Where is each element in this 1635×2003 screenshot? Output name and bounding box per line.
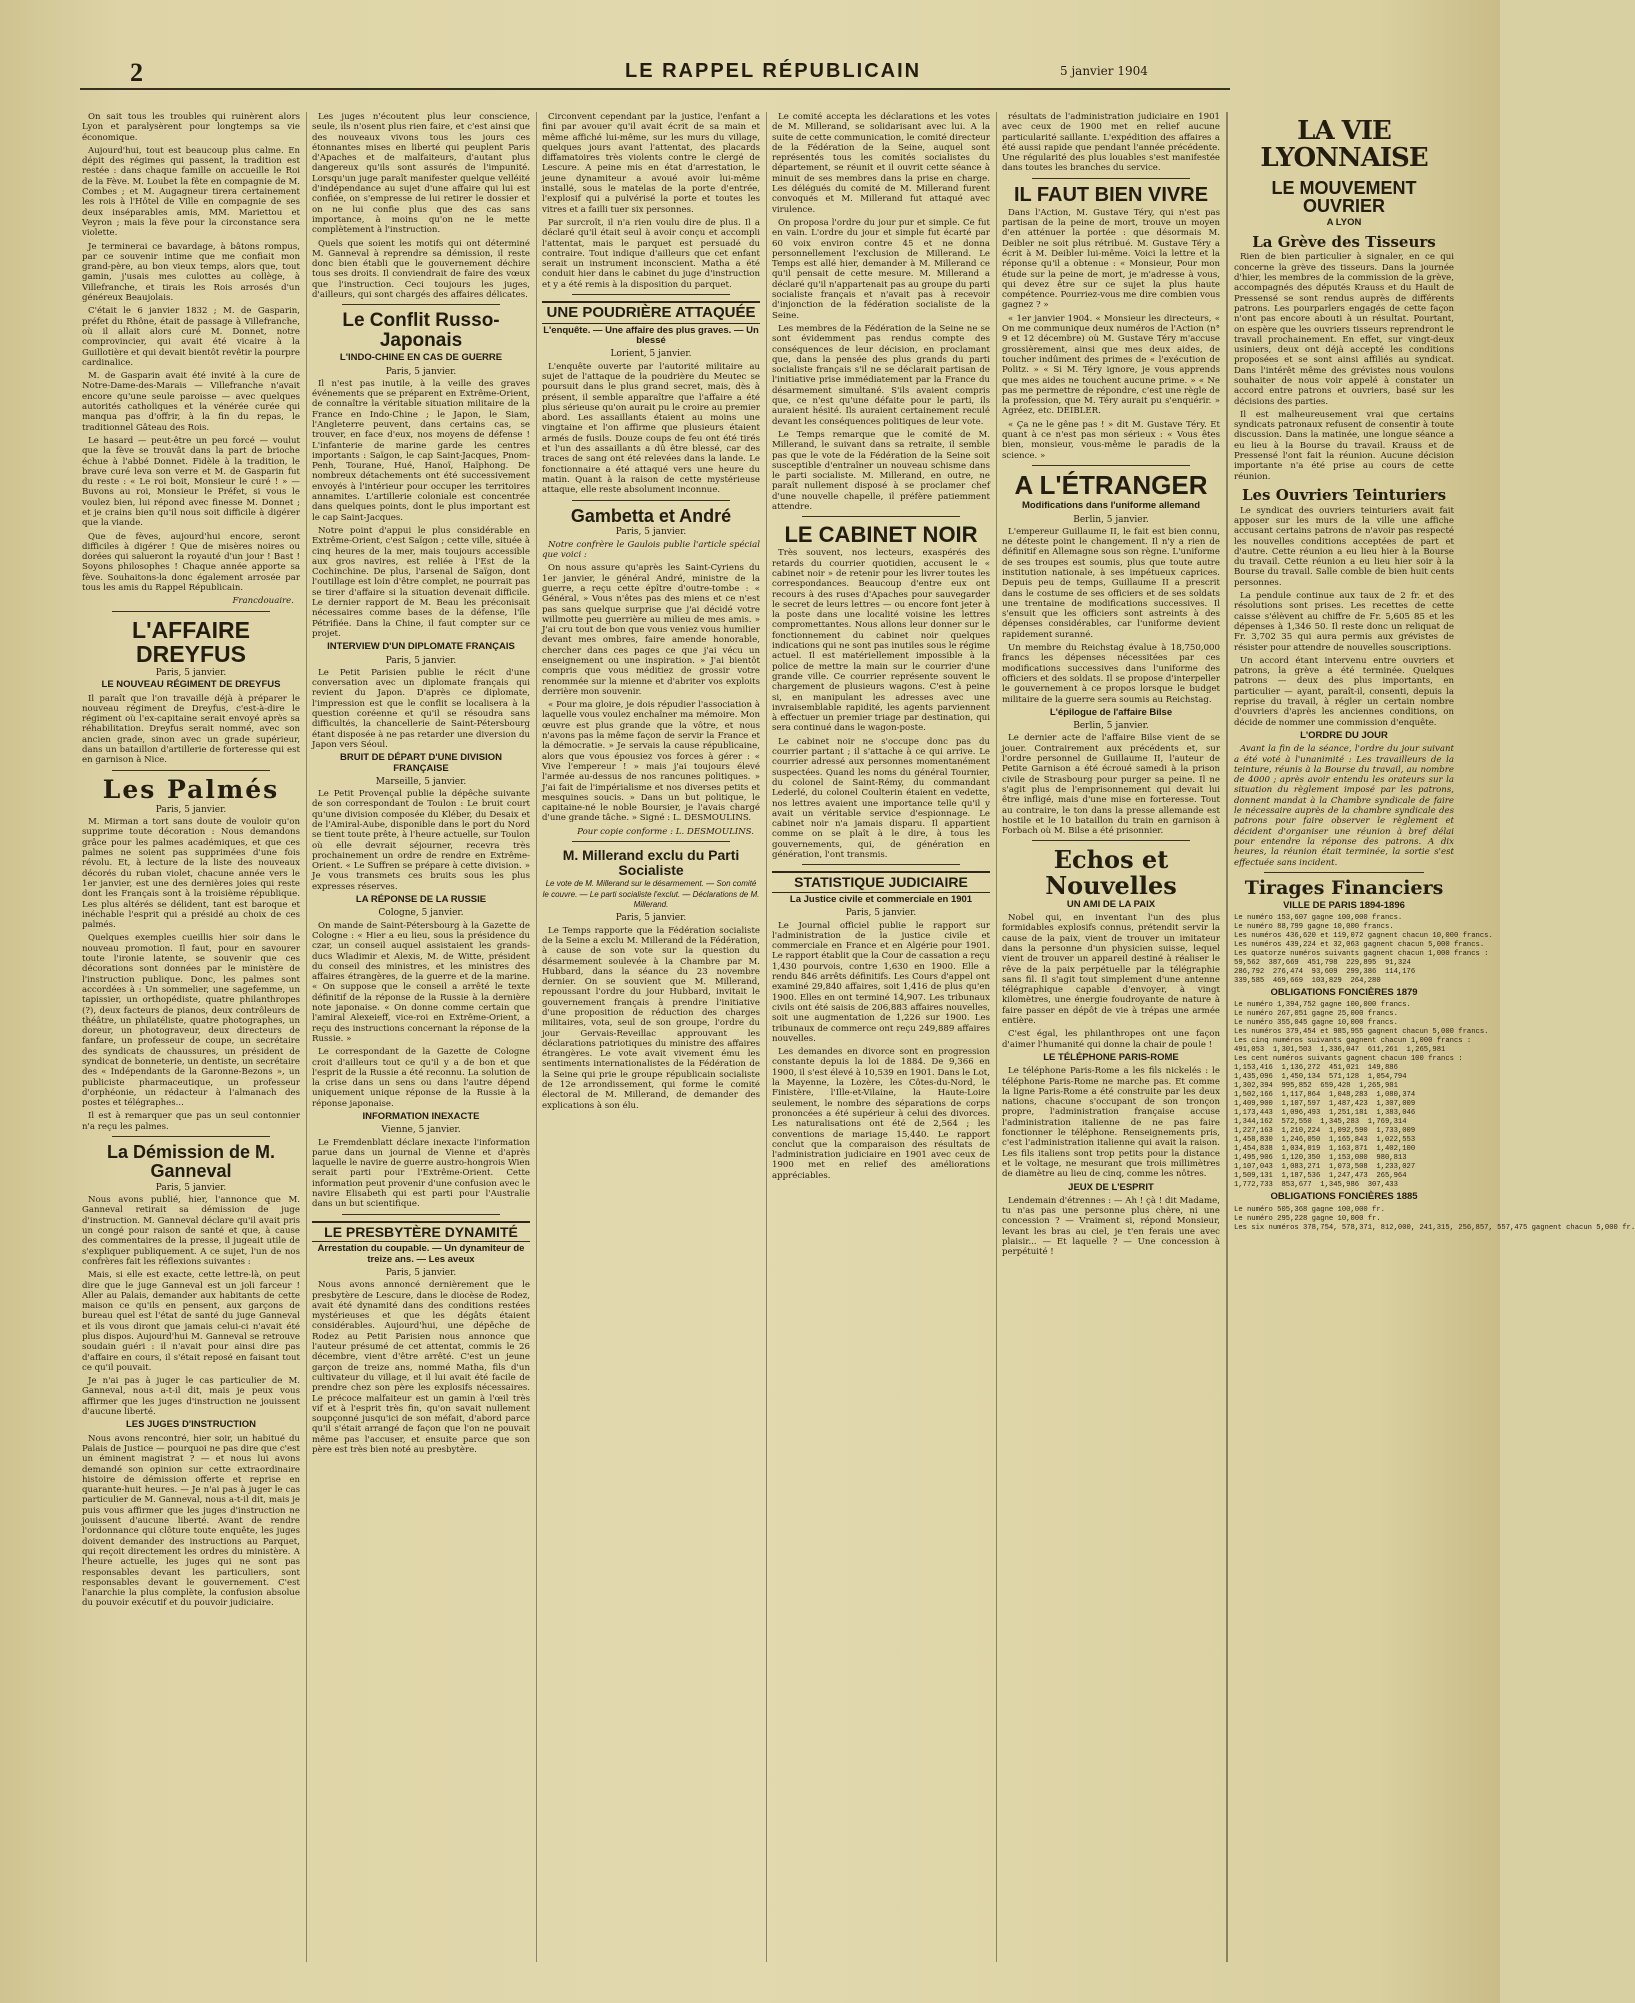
article-text: Le Journal officiel publie le rapport sur l'administration de la justice civile et commerciale en France et en Algérie pour 1901. Le rapport établit que la Cour de cassation a reçu 1,430 pourvois, contre 1,630 en 1900. Elle a rendu 846 arrêts définitifs. Les Cours d'appel ont examiné 29,840 affaires, soit 1,416 de plus qu'en 1900. Elles en ont terminé 14,907. Les tribunaux civils ont été saisis de 206,883 affaires nouvelles, soit une augmentation de 1,226 sur 1900. Les tribunaux de commerce ont reçu 249,889 affaires nouvelles.	[772, 920, 990, 1044]
article-text: Il est malheureusement vrai que certains syndicats patronaux refusent de consentir à toute discussion. Dans la matinée, une longue séance a eu lieu à la Bourse du travail. Krauss et de Pressensé l'ont fait la réunion. Aucune décision importante n'a été prise au cours de cette réunion.	[1234, 409, 1454, 482]
subheading: Arrestation du coupable. — Un dynamiteur de treize ans. — Les aveux	[317, 1243, 525, 1265]
dateline: Paris, 5 janvier.	[155, 804, 227, 815]
article-text: Nous avons rencontré, hier soir, un habitué du Palais de Justice — pourquoi ne pas dire que c'est un éminent magistrat ? — et nous lui avons demandé son opinion sur cette extraordinaire histoire de démission offerte et reprise en quarante-huit heures. — Je n'ai pas à juger le cas particulier de M. Ganneval, nous a-t-il dit, mais je puis vous affirmer que les juges d'instruction ne jouissent d'aucune liberté. Avant de rendre l'ordonnance qui clôture toute enquête, les juges doivent demander des instructions au Parquet, qui reçoit directement les ordres du ministère. A l'heure actuelle, les juges qui ne sont pas responsables devant les particuliers, sont responsables devant le gouvernement. C'est l'anarchie la plus complète, la confusion absolue du pouvoir exécutif et du pouvoir judiciaire.	[82, 1433, 300, 1609]
article-text: Le hasard — peut-être un peu forcé — voulut que la fève se trouvât dans la part de brioche échue à l'abbé Donnet. Fidèle à la tradition, le brave curé leva son verre et M. de Gasparin fut du reste : « Le roi boit, Monsieur le curé ! » — Buvons au roi, Monsieur le Préfet, si vous le voulez bien, lui répond avec finesse M. Donnet ; et je crains bien qu'il nous soit difficile à digérer que la viande.	[82, 435, 300, 529]
lottery-line: 1,344,162 572,550 1,345,283 1,769,314	[1234, 1118, 1407, 1127]
subheading: Le vote de M. Millerand sur le désarmement. — Son comité le couvre. — Le parti socialiste l'exclut. — Déclarations de M. Millerand.	[542, 879, 760, 910]
article-text: Quelques exemples cueillis hier soir dans le nouveau promotion. Il faut, pour en savourer toute l'ironie latente, se souvenir que ces décorations sont données par le ministère de l'instruction publique. Donc, les palmes sont accordées à : Un sommelier, une sagefemme, un tapissier, un orthopédiste, quatre philanthropes (?), deux facteurs de pianos, deux contrôleurs de théâtre, un philatéliste, quatre photographes, un doreur, un photograveur, deux directeurs de fanfare, un professeur de coupe, un secrétaire des syndicats de chaussures, un président de syndicat de bonneterie, un dentiste, un secrétaire des « Indépendants de la Garonne-Bezons », un publiciste pharmaceutique, un professeur d'orphéonie, un rédacteur à l'almanach des postes et télégraphes...	[82, 933, 300, 1109]
divider	[112, 1136, 270, 1137]
subheading: JEUX DE L'ESPRIT	[1068, 1181, 1154, 1193]
lottery-line: Le numéro 355,045 gagne 10,000 francs.	[1234, 1019, 1398, 1028]
divider	[112, 611, 270, 612]
headline-conflit: Le Conflit Russo-Japonais	[342, 310, 500, 352]
article-text: Le Petit Provençal publie la dépêche suivante de son correspondant de Toulon : Le bruit court qu'une division composée du Kléber, du Desaix et de l'Amiral-Aube, disponible dans le port du Nord se tient toute prête, à l'heure actuelle, sur Toulon où elle devrait séjourner, recevra très prochainement un ordre de rendre en Extrême-Orient. « Le Suffren se prépare à cette division. » Je vous transmets ces bruits sous les plus expresses réserves.	[312, 789, 530, 892]
lottery-line: 1,495,906 1,120,350 1,153,080 980,813	[1234, 1154, 1407, 1163]
article-text: « Pour ma gloire, je dois répudier l'association à laquelle vous voulez enchaîner ma mémoire. Mon œuvre est plus grande que la vôtre, et nous n'avons pas la même façon de servir la France et la démocratie. » Je servais la cause républicaine, alors que vous épousiez vos forces à gérer : « Vive l'empereur ! » mais j'ai toujours élevé l'armée au-dessus de nos rancunes politiques. » J'ai fait de l'impérialisme et nos diverses petits et mesquines soucis. » Dans un but politique, le capitaine-né le noble Boursier, je l'avais chargé d'une grande tâche. » Signé : L. DESMOULINS.	[542, 700, 760, 824]
subheading: OBLIGATIONS FONCIÈRES 1879	[1270, 987, 1418, 999]
subheading: VILLE DE PARIS 1894-1896	[1283, 899, 1405, 911]
article-text: Un membre du Reichstag évalue à 18,750,000 francs les dépenses nécessitées par ces modifications successives dans l'uniforme des officiers et des soldats. Il se propose d'interpeller le gouvernement à ce propos lorsque le budget militaire de la guerre sera soumis au Reichstag.	[1002, 643, 1220, 705]
lottery-line: Le numéro 267,051 gagne 25,000 francs.	[1234, 1010, 1398, 1019]
article-text: Le syndicat des ouvriers teinturiers avait fait apposer sur les murs de la ville une affiche accusant certains patrons de n'avoir pas respecté les nouvelles conditions acceptées de part et d'autre. Cette réunion a eu lieu hier à la Bourse du travail. Cette réunion a eu lieu hier soir à la Bourse du travail. Salle comble de bien huit cents personnes.	[1234, 505, 1454, 588]
dateline: Paris, 5 janvier.	[385, 366, 457, 377]
divider	[1032, 465, 1190, 466]
subheading: LA RÉPONSE DE LA RUSSIE	[355, 894, 487, 906]
headline-dreyfus: L'AFFAIRE DREYFUS	[132, 616, 250, 667]
obligations-list	[1234, 1001, 1489, 1190]
dateline: Paris, 5 janvier.	[155, 1182, 227, 1193]
subheading: La Justice civile et commerciale en 1901	[789, 893, 973, 905]
lottery-line: Le numéro 153,607 gagne 100,000 francs.	[1234, 914, 1403, 923]
lottery-line: Les numéros 439,224 et 32,063 gagnent chacun 5,000 francs.	[1234, 941, 1485, 950]
column-rule	[536, 112, 537, 1962]
article-text: Que de fèves, aujourd'hui encore, seront difficiles à digérer ! Que de misères noires ou dorées qui salueront la royauté d'un jour ! Bast ! Soyons philosophes ! Chaque année apporte sa fève. Souhaitons-la donc également arrosée par tous les amis du Rappel Républicain.	[82, 531, 300, 594]
masthead	[80, 58, 1230, 90]
dateline: Paris, 5 janvier.	[615, 913, 687, 924]
subheading: L'épilogue de l'affaire Bilse	[1049, 706, 1173, 718]
article-text: « Ça ne le gêne pas ! » dit M. Gustave Téry. Et quant à ce n'est pas mon sérieux : « Vous êtes bien, monsieur, vous-même le paradis de la science. »	[1002, 419, 1220, 461]
lottery-line: Les numéros 436,620 et 119,072 gagnent chacun 10,000 francs.	[1234, 932, 1493, 941]
lottery-line: Les cent numéros suivants gagnent chacun 100 francs :	[1234, 1055, 1463, 1064]
column-rule	[996, 112, 997, 1962]
dateline: Paris, 5 janvier.	[845, 908, 917, 919]
article-text: Aujourd'hui, tout est beaucoup plus calme. En dépit des régimes qui passent, la tradition est restée : dans chaque famille on accueille le Roi de la Fève. M. Loubet la fête en compagnie de M. Combes ; et M. Augagneur tirera certainement les rois à l'Hôtel de Ville en compagnie de ses deux inséparables amis, MM. Mariettou et Veyron ; mais la fève pour la circonstance sera violette.	[82, 145, 300, 239]
headline-statistique: STATISTIQUE JUDICIAIRE	[772, 871, 990, 893]
headline-etranger: A L'ÉTRANGER	[1014, 469, 1208, 500]
newspaper-title: LE RAPPEL RÉPUBLICAIN	[625, 60, 922, 82]
headline-ganneval: La Démission de M. Ganneval	[106, 1142, 276, 1181]
subheading: Modifications dans l'uniforme allemand	[1021, 500, 1201, 512]
lottery-line: Le numéro 1,394,752 gagne 100,000 francs.	[1234, 1001, 1411, 1010]
article-text: Le Temps rapporte que la Fédération socialiste de la Seine a exclu M. Millerand de la Fédération, à cause de son vote sur la question du désarmement soulevée à la Chambre par M. Hubbard, dans la séance du 23 novembre dernier. On se souvient que M. Millerand, repoussant l'ordre du jour Hubbard, invitait le gouvernement français à prendre l'initiative d'une proposition de réduction des charges militaires, vota, seul de son groupe, l'ordre du jour Gervais-Reveillac approuvant les déclarations patriotiques du ministre des affaires étrangères. Le vote avait vivement ému les sentiments internationalistes de la Fédération de la Seine qui prie le groupe républicain socialiste de 12e arrondissement, qui forme le comité électoral de M. Millerand, de demander des explications à son élu.	[542, 925, 760, 1111]
lottery-line: 1,107,043 1,083,271 1,073,508 1,233,027	[1234, 1163, 1416, 1172]
article-text: Notre confrère le Gaulois publie l'article spécial que voici :	[542, 539, 760, 561]
article-text: Je n'ai pas à juger le cas particulier de M. Ganneval, nous a-t-il dit, mais je peux vous affirmer que les juges d'instruction ne jouissent d'aucune liberté.	[82, 1376, 300, 1418]
headline-vie-lyonnaise: LA VIE LYONNAISE	[1260, 116, 1428, 174]
subheading: OBLIGATIONS FONCIÈRES 1885	[1270, 1191, 1418, 1203]
article-text: On mande de Saint-Pétersbourg à la Gazette de Cologne : « Hier a eu lieu, sous la présidence du czar, un conseil auquel assistaient les grands-ducs Wladimir et Alexis, M. de Witte, président du conseil des ministres, et les ministres des affaires étrangères, de la guerre et de la marine. « On suppose que le conseil a arrêté le texte définitif de la réponse de la Russie à la dernière note japonaise. « On donne comme certain que l'amiral Alexeieff, vice-roi en Extrême-Orient, a reçu des instructions concernant la réponse de la Russie. »	[312, 920, 530, 1044]
article-text: Par surcroît, il n'a rien voulu dire de plus. Il a déclaré qu'il était seul à avoir conçu et accompli l'attentat, mais le parquet est persuadé du contraire. Tout indique d'ailleurs que cet enfant serait un instrument inconscient. Matha a été conduit hier dans le cabinet du juge d'instruction et y a été remis à la disposition du parquet.	[542, 217, 760, 290]
article-text: Quels que soient les motifs qui ont déterminé M. Ganneval à reprendre sa démission, il reste donc bien établi que le gouvernement déchire tous ses droits. Il conviendrait de faire des vœux que l'instruction. Ceci toujours les juges, d'ailleurs, qui sont chargés des affaires délicates.	[312, 238, 530, 301]
subheading: LE TÉLÉPHONE PARIS-ROME	[1043, 1051, 1179, 1063]
lottery-line: 286,792 276,474 93,609 299,386 114,176	[1234, 968, 1416, 977]
subheading: A LYON	[1326, 217, 1362, 229]
lottery-line: Le numéro 88,799 gagne 10,000 francs.	[1234, 923, 1394, 932]
lottery-line: Les six numéros 378,754, 578,371, 812,000, 241,315, 256,857, 557,475 gagnent chacun 5,000 fr.	[1234, 1223, 1635, 1232]
dateline: Marseille, 5 janvier.	[375, 776, 467, 787]
headline-vivre: IL FAUT BIEN VIVRE	[1013, 183, 1209, 206]
lottery-line: 1,227,163 1,210,224 1,092,590 1,733,009	[1234, 1127, 1416, 1136]
column-3	[542, 112, 760, 1962]
article-text: Lendemain d'étrennes : — Ah ! çà ! dit Madame, tu n'as pas une personne plus chère, ni une concession ? — Vraiment si, répond Monsieur, levant les bras au ciel, je t'en ferais une avec plaisir... — Et laquelle ? — Une concession à perpétuité !	[1002, 1195, 1220, 1258]
lottery-line: Les quatorze numéros suivants gagnent chacun 1,000 francs :	[1234, 950, 1489, 959]
article-text: Les juges n'écoutent plus leur conscience, seule, ils n'osent plus rien faire, et c'est ainsi que des nouveaux vivons tous les jours ces étonnantes mises en liberté qui peuplent Paris d'Apaches et de malfaiteurs, d'autant plus dangereux qu'ils sont assurés de l'impunité. Lorsqu'un juge paraît manifester quelque velléité d'indépendance au sujet d'une affaire qui lui est confiée, on s'empresse de lui retirer le dossier et on ne lui confie plus que des cas sans importance, à moins qu'on ne le mette complètement à l'instruction.	[312, 112, 530, 236]
column-rule	[306, 112, 307, 1962]
article-text: Le comité accepta les déclarations et les votes de M. Millerand, se solidarisant avec lui. A la suite de cette communication, le comité directeur de la Fédération de la Seine, auquel sont représentés tous les comités socialistes du département, se réunit et il ouvrit cette séance à minuit de ses membres dans la prise en charge. Les délégués du comité de M. Millerand furent convoqués et M. Millerand fut attaqué avec virulence.	[772, 112, 990, 215]
columns-container	[82, 112, 1635, 1972]
lottery-line: Le numéro 295,228 gagne 10,000 fr.	[1234, 1214, 1381, 1223]
article-text: Le correspondant de la Gazette de Cologne croit d'ailleurs tout ce qu'il y a de bon et que l'esprit de la Russie a été reconnu. La solution de la crise dans un sens ou dans l'autre dépend uniquement unique réponse de la Russie à la réponse japonaise.	[312, 1047, 530, 1109]
article-text: M. Mirman a tort sans doute de vouloir qu'on supprime toute décoration : Nous demandons grâce pour les palmes académiques, et que ces palmes ne soient pas supprimées d'une fois révolu. Et, à lecture de la liste des nouveaux décorés du ruban violet, chacune année vers le 1er janvier, est une des dernières joies qui reste dont les Français sont à la troisième république. Les plus altérés se délident, tant est baroque et inéchable l'esprit qui a présidé au choix de ces palmés.	[82, 817, 300, 931]
divider	[572, 500, 730, 501]
lottery-line: 1,502,166 1,117,864 1,048,283 1,080,374	[1234, 1091, 1416, 1100]
headline-cabinet-noir: LE CABINET NOIR	[784, 522, 978, 548]
article-text: résultats de l'administration judiciaire en 1901 avec ceux de 1900 met en relief aucune particularité saillante. L'expédition des affaires a été aussi rapide que pendant l'année précédente. Une régularité des plus louables s'est manifestée dans toutes les branches du service.	[1002, 112, 1220, 174]
article-text: Mais, si elle est exacte, cette lettre-là, on peut dire que le juge Ganneval est un joli farceur ! Aller au Palais, demander aux habitants de cette maison ce qu'ils en pensent, aux garçons de bureau quel est l'état de santé du juge Ganneval et ils vous diront que jamais celui-ci n'avait été plus dispos. Aujourd'hui M. Ganneval se retrouve soudain guéri : il n'avait pour ainsi dire pas d'affaire en cours, il s'était reposé en faisant tout ce qu'il pouvait.	[82, 1270, 300, 1373]
column-5	[1002, 112, 1220, 1962]
article-text: L'enquête ouverte par l'autorité militaire au sujet de l'attaque de la poudrière du Meutec se poursuit dans le plus grand secret, mais, dès à présent, il semble apparaître que l'affaire a été plus sérieuse qu'on aurait pu le croire au premier abord. Les assaillants étaient au moins une vingtaine et l'on affirme que plusieurs étaient armés de fusils. Douze coups de feu ont été tirés et l'un des assaillants a dû être blessé, car des traces de sang ont été relevées dans la lande. Le fonctionnaire a été attaqué vers une heure du matin. Quant à la raison de cette mystérieuse attaque, elle reste absolument inconnue.	[542, 361, 760, 496]
divider	[1032, 178, 1190, 179]
lottery-line: 1,302,394 995,852 659,428 1,265,981	[1234, 1082, 1398, 1091]
headline-teinturiers: Les Ouvriers Teinturiers	[1241, 485, 1447, 504]
subheading: L'ORDRE DU JOUR	[1300, 729, 1388, 741]
article-text: Notre point d'appui le plus considérable en Extrême-Orient, c'est Saïgon ; cette ville, située à cinq heures de la mer, mais toujours accessible aux gros navires, est reliée à l'Est de la Cochinchine. De plus, l'arsenal de Saïgon, dont l'outillage est loin d'être complet, ne pourrait pas se tirer d'affaire si la situation devenait difficile. Le dernier rapport de M. Beau les préconisait nécessaires comme bases de la défense, l'île Pétrifiée. Dans la Chine, il faut compter sur ce projet.	[312, 525, 530, 639]
dateline: Paris, 5 janvier.	[155, 667, 227, 678]
article-text: Nous avons publié, hier, l'annonce que M. Ganneval retirait sa démission de juge d'instruction. M. Ganneval déclare qu'il avait pris un congé pour raison de santé et que, à cause des commentaires de la presse, il jugeait utile de s'expliquer publiquement. A ce sujet, l'un de nos confrères fait les réflexions suivantes :	[82, 1195, 300, 1267]
article-text: Je terminerai ce bavardage, à bâtons rompus, par ce souvenir intime que me confiait mon grand-père, au bon vieux temps, alors que, tout gamin, j'usais mes culottes au collège, à Villefranche, et tirais les Rois arrosés d'un généreux Beaujolais.	[82, 241, 300, 304]
article-text: Le Temps remarque que le comité de M. Millerand, le suivant dans sa retraite, il semble pas que le vote de la Fédération de la Seine soit susceptible d'entraîner un nouveau schisme dans le parti socialiste. M. Millerand, en outre, ne paraît nullement disposé à se proclamer chef d'une nouvelle chapelle, il préfère patiemment attendre.	[772, 429, 990, 512]
article-text: « 1er janvier 1904. « Monsieur les directeurs, « On me communique deux numéros de l'Action (n° 9 et 12 décembre) où M. Gustave Téry m'accuse grossièrement, ainsi que mes deux aides, de toucher indûment des primes de « l'exécution de Politz. » « Si M. Téry ignore, je vous apprends que mes aides ne touchent aucune prime. » « Ne pas me permettre de répondre, c'est une règle de la profession, que M. Téry aurait pu s'enquérir. » Agréez, etc. DEIBLER.	[1002, 313, 1220, 417]
signature: Francdouaire.	[232, 596, 294, 607]
divider	[342, 1214, 500, 1215]
article-text: Le Fremdenblatt déclare inexacte l'information parue dans un journal de Vienne et d'après laquelle le navire de guerre austro-hongrois Wien serait parti pour l'Extrême-Orient. Cette information peut provenir d'une confusion avec le navire Elisabeth qui est parti pour l'Australie dans un but scientifique.	[312, 1137, 530, 1210]
page-number: 2	[130, 58, 143, 87]
article-text: Il paraît que l'on travaille déjà à préparer le nouveau régiment de Dreyfus, c'est-à-dire le régiment où l'ex-capitaine serait envoyé après sa réhabilitation. Dreyfus serait nommé, avec son ancien grade, sinon avec un grade supérieur, dans un bataillon d'artillerie de forteresse qui est en garnison à Nice.	[82, 693, 300, 766]
dateline: Paris, 5 janvier.	[615, 527, 687, 538]
subheading: INTERVIEW D'UN DIPLOMATE FRANÇAIS	[327, 641, 515, 653]
article-text: Le dernier acte de l'affaire Bilse vient de se jouer. Contrairement aux précédents et, sur l'ordre personnel de Guillaume II, l'auteur de Petite Garnison a été écroué samedi à la prison civile de Strasbourg pour purger sa peine. Il ne s'agit plus de l'emprisonnement qui devait lui être infligé, mais d'une mise en forteresse. Tout au contraire, le ton dans la presse allemande est hostile et le 10 bataillon du train en garnison à Forbach où M. Bilse a été prisonnier.	[1002, 733, 1220, 837]
subheading: INFORMATION INEXACTE	[362, 1111, 480, 1122]
subheading: L'enquête. — Une affaire des plus graves. — Un blessé	[543, 324, 759, 347]
column-rule	[1226, 112, 1228, 1962]
article-text: Le cabinet noir ne s'occupe donc pas du courrier partant ; il s'attache à ce qui arrive. Le courrier adressé aux personnes momentanément suspectées. Quand les noms du général Tournier, du colonel de Saint-Rémy, du commandant Lederlé, du colonel Coulterin étaient en vedette, nos lettres avaient une importance telle qu'il y avait un véritable service d'espionnage. Le cabinet noir n'a jamais disparu. Il appartient comme on se plaît à le dire, à tous les gouvernements, qui, de génération en génération, l'ont transmis.	[772, 736, 990, 860]
lottery-line: 1,772,733 853,677 1,345,986 307,433	[1234, 1181, 1398, 1190]
article-text: Le Petit Parisien publie le récit d'une conversation avec un diplomate français qui revient du Japon. D'après ce diplomate, l'impression est que le conflit se localisera à la question coréenne et qu'il se résoudra sans difficultés, la chancellerie de Saint-Pétersbourg étant disposée à ne pas retarder une diversion du Japon vers Séoul.	[312, 667, 530, 750]
article-text: Il n'est pas inutile, à la veille des graves événements que se préparent en Extrême-Orient, de connaître la véritable situation militaire de la France en Indo-Chine ; le Japon, le Siam, l'Angleterre peuvent, dans certains cas, se trouver, en face d'eux, nos moyens de défense ! L'infanterie de marine garde les centres importants : Saïgon, le cap Saint-Jacques, Pnom-Penh, Tourane, Hué, Hanoï, Haïphong. De nombreux détachements ont été successivement envoyés à l'intérieur pour occuper les territoires annamites. L'artillerie coloniale est concentrée dans quelques points, dont le plus important est le cap Saint-Jacques.	[312, 378, 530, 523]
article-text: Les membres de la Fédération de la Seine ne se sont évidemment pas rendus compte des conséquences de leur décision, en proclamant que, dans la pensée des plus grands du parti socialiste français s'il ne se déclarait partisan de l'initiative prise immédiatement par la France du désarmement simultané. S'ils avaient compris que, ce n'est qu'une défaite pour le parti, ils auraient hésité. Ils auraient certainement reculé devant les conséquences politiques de leur vote.	[772, 323, 990, 427]
article-text: M. de Gasparin avait été invité à la cure de Notre-Dame-des-Marais — Villefranche n'avait encore qu'une seule paroisse — avec quelques autorités catholiques et la vénérée curée qui manqua pas d'offrir, à la fin du repas, le traditionnel Gâteau des Rois.	[82, 371, 300, 433]
column-2	[312, 112, 530, 1962]
headline-palmes: Les Palmés	[102, 774, 280, 804]
lottery-line: 1,509,131 1,187,536 1,247,473 265,964	[1234, 1172, 1407, 1181]
article-text: Avant la fin de la séance, l'ordre du jour suivant a été voté à l'unanimité : Les travailleurs de la teinture, réunis à la Bourse du travail, au nombre de 4000 ; après avoir entendu les orateurs sur la situation du règlement imposé par les patrons, donnent mandat à la Chambre syndicale de faire le nécessaire auprès de la chambre syndicale des patrons pour faire observer le règlement et décident d'organiser une réunion à bref délai pour entendre la réponse des patrons. A dix heures, la réunion était terminée, la sortie s'est effectuée sans incident.	[1234, 744, 1454, 868]
obligations-list	[1234, 1205, 1635, 1233]
headline-presbytere: LE PRESBYTÈRE DYNAMITÉ	[312, 1221, 530, 1243]
article-text: On proposa l'ordre du jour pur et simple. Ce fut en vain. L'ordre du jour et simple fut écarté par 60 voix environ contre 45 et ne donna personnellement l'exclusion de Millerand. Le Temps est allé hier, demander à M. Millerand ce qu'il pensait de cette mesure. M. Millerand a déclaré qu'il n'appartenait pas au groupe du parti socialiste français et n'avait pas à recevoir d'injonction de la fédération socialiste de la Seine.	[772, 217, 990, 321]
lottery-line: 1,409,900 1,107,597 1,487,423 1,307,009	[1234, 1100, 1416, 1109]
subheading: LES JUGES D'INSTRUCTION	[126, 1419, 256, 1431]
article-text: La pendule continue aux taux de 2 fr. et des résolutions sont prises. Les recettes de cette caisse s'élèvent au chiffre de Fr. 5,605 85 et les dépenses à 1,346 50. Il reste donc un reliquat de Fr. 3,702 35 qui aura permis aux grévistes de résister pour attendre de nouvelles souscriptions.	[1234, 591, 1454, 653]
divider	[112, 770, 270, 771]
headline-gambetta: Gambetta et André	[570, 505, 732, 526]
dateline: Berlin, 5 janvier.	[1073, 514, 1149, 525]
article-text: C'est égal, les philanthropes ont une façon d'aimer l'humanité qui donne la chair de poule !	[1002, 1029, 1220, 1050]
divider	[1264, 872, 1424, 873]
lottery-line: 491,053 1,301,503 1,336,047 611,261 1,265,981	[1234, 1046, 1446, 1055]
article-text: Circonvent cependant par la justice, l'enfant a fini par avouer qu'il avait écrit de sa main et même affiché lui-même, sur les murs du village, quelques jours avant l'attentat, des placards diffamatoires très violents contre le clergé de Lescure. A peine mis en état d'arrestation, le jeune dynamiteur a avoué avoir lui-même installé, sous le matelas de la porte d'entrée, l'explosif qui a pulvérisé la porte et toutes les vitres et a failli tuer six personnes.	[542, 112, 760, 215]
lottery-line: 339,585 469,669 103,829 264,280	[1234, 977, 1381, 986]
article-text: Nobel qui, en inventant l'un des plus formidables explosifs connus, prétendit servir la cause de la paix, vient de trouver un imitateur dans la personne d'un physicien suisse, lequel vient de trouver un appareil destiné à réaliser le rêve de la paix perpétuelle par la télégraphie sans fil. Il s'agit tout simplement d'une antenne télégraphique capable d'envoyer, à vingt kilomètres, une énergie foudroyante de nature à faire passer en dépôt de vie à trépas une armée entière.	[1002, 913, 1220, 1027]
tirages-list	[1234, 914, 1493, 986]
dateline: Vienne, 5 janvier.	[381, 1125, 461, 1136]
subheading: UN AMI DE LA PAIX	[1066, 898, 1156, 910]
article-text: Rien de bien particulier à signaler, en ce qui concerne la grève des tisseurs. Dans la journée d'hier, les membres de la commission de la grève, accompagnés des députés Krauss et du Hault de Pressensé se sont rendus auprès de différents patrons. Les pourparlers engagés de cette façon n'ont pas encore abouti à un résultat. Pourtant, on espère que les ouvriers tisseurs reprendront le travail prochainement. En effet, sur vingt-deux usiniers, deux ont déjà accepté les conditions proposées et se sont ainsi affiliés au syndicat. Dans l'intérêt même des grévistes nous voulons souhaiter de nous voir appelé à constater un accord entre patrons et ouvriers, basé sur les décisions des parties.	[1234, 252, 1454, 407]
lottery-line: Les numéros 379,454 et 985,955 gagnent chacun 5,000 francs.	[1234, 1028, 1489, 1037]
signature: Pour copie conforme : L. DESMOULINS.	[577, 826, 754, 837]
lottery-line: Les cinq numéros suivants gagnent chacun 1,000 francs :	[1234, 1037, 1472, 1046]
article-text: Le téléphone Paris-Rome a les fils nickelés : le téléphone Paris-Rome ne marche pas. Et comme la ligne Paris-Rome a été construite par les deux nations, chacune s'occupant de son tronçon propre, l'administration française accuse l'administration italienne de ne pas faire fonctionner le téléphone. Renseignements pris, c'est l'administration italienne qui avait la raison. Les fils italiens sont trop petits pour la distance et le voltage, ne mesurant que trois millimètres de diamètre au lieu de cinq, comme les nôtres.	[1002, 1066, 1220, 1180]
divider	[342, 304, 500, 305]
dateline: Paris, 5 janvier.	[385, 655, 457, 666]
column-4	[772, 112, 990, 1962]
subheading: L'INDO-CHINE EN CAS DE GUERRE	[339, 352, 503, 364]
issue-date: 5 janvier 1904	[1060, 64, 1148, 78]
article-text: Il est à remarquer que pas un seul contonnier n'a reçu les palmes.	[82, 1111, 300, 1132]
divider	[572, 841, 730, 842]
article-text: C'était le 6 janvier 1832 ; M. de Gasparin, préfet du Rhône, était de passage à Villefranche, où il allait alors curé M. Donnet, notre comprovincier, qui avait été vicaire à la Guillotière et qui devait bientôt revêtir la pourpre cardinalice.	[82, 306, 300, 368]
column-6	[1234, 112, 1635, 1962]
lottery-line: 1,153,416 1,136,272 451,021 149,886	[1234, 1064, 1398, 1073]
article-text: L'empereur Guillaume II, le fait est bien connu, ne déteste point le changement. Il n'y a rien de définitif en Allemagne sous son règne. L'uniforme de ses troupes est soumis, plus que toute autre institution nationale, à ses impétueux caprices. Depuis peu de temps, Guillaume II a prescrit dans le costume de ses officiers et de ses soldats une trentaine de modifications successives. Il s'ensuit que les officiers sont astreints à des dépenses considérables, car l'uniforme devient rapidement suranné.	[1002, 526, 1220, 640]
article-text: On sait tous les troubles qui ruinèrent alors Lyon et paralysèrent pour longtemps sa vie économique.	[82, 112, 300, 143]
article-text: Nous avons annoncé dernièrement que le presbytère de Lescure, dans le diocèse de Rodez, avait été dynamité dans des conditions restées mystérieuses et que les dégâts étaient considérables. Aujourd'hui, une dépêche de Rodez au Petit Parisien nous annonce que l'auteur présumé de cet attentat, commis le 26 décembre, vient d'être arrêté. C'est un jeune garçon de treize ans, nommé Matha, fils d'un cultivateur du village, et il lui avait été facile de prendre chez son père les explosifs nécessaires. Le précoce malfaiteur est un gamin à l'œil très vif et à l'esprit très fin, qu'on savait nullement soupçonné jusqu'ici de son méfait, d'abord parce qu'il s'était arrangé de façon que l'on ne pouvait même pas l'accuser, et ensuite parce que son père est très bien noté au presbytère.	[312, 1280, 530, 1455]
divider	[802, 864, 960, 865]
article-text: Les demandes en divorce sont en progression constante depuis la loi de 1884. De 9,366 en 1900, il s'est élevé à 10,539 en 1901. Dans le Lot, la Mayenne, la Lozère, les Côtes-du-Nord, le Finistère, l'Ille-et-Vilaine, la Haute-Loire seulement, le nombre des séparations de corps prononcées a été supérieur à celui des divorces. Les naturalisations ont été de 2,564 ; les conventions de mariage 15,440. Le rapport conclut que la comparaison des résultats de l'administration judiciaire en 1901 avec ceux de 1900 met en relief des améliorations appréciables.	[772, 1047, 990, 1181]
article-text: Très souvent, nos lecteurs, exaspérés des retards du courrier quotidien, accusent le « cabinet noir » de retenir pour les livrer toutes les correspondances. Beaucoup d'entre eux ont recours à des ruses d'Apaches pour sauvegarder le secret de leurs lettres — ou encore font jeter à la poste dans une localité voisine les lettres compromettantes. Nous allons leur donner sur le fonctionnement du cabinet noir quelques indications qui ne sont pas inutiles sous le régime actuel. Il est matériellement impossible à la police de mettre la main sur le courrier d'une grande ville. Ce courrier représente souvent le chargement de plusieurs wagons. C'est à peine si, en manipulant les adresses avec une invraisemblable rapidité, les agents parviennent à effectuer un premier triage par destination, qui sera continué dans le wagon-poste.	[772, 548, 990, 734]
column-rule	[766, 112, 767, 1962]
headline-tirages: Tirages Financiers	[1244, 876, 1444, 899]
article-text: Un accord étant intervenu entre ouvriers et patrons, la grève a été terminée. Quelques patrons — deux des plus importants, en particulier — ayant, paraît-il, consenti, depuis la reprise du travail, à régler un certain nombre d'ouvriers d'après les anciennes conditions, on décide de nommer une commission d'enquête.	[1234, 655, 1454, 728]
lottery-line: 1,458,830 1,246,050 1,165,843 1,022,553	[1234, 1136, 1416, 1145]
divider	[572, 294, 730, 295]
dateline: Paris, 5 janvier.	[385, 1267, 457, 1278]
divider	[802, 516, 960, 517]
lottery-line: 59,562 387,669 451,798 229,895 91,324	[1234, 959, 1411, 968]
lottery-line: 1,454,838 1,034,019 1,163,871 1,402,100	[1234, 1145, 1416, 1154]
article-text: Dans l'Action, M. Gustave Téry, qui n'est pas partisan de la peine de mort, trouve un moyen d'en atténuer la portée : que désormais M. Deibler ne soit plus rétribué. M. Gustave Téry a écrit à M. Deibler lui-même. Voici la lettre et la réponse qu'il a obtenue : « Monsieur, Pour mon étude sur la peine de mort, je m'adresse à vous, qui devez être sur ce sujet la plus haute compétence. Pourriez-vous me dire combien vous gagnez ? »	[1002, 207, 1220, 311]
headline-echos: Echos et Nouvelles	[1045, 845, 1177, 900]
subheading: LE NOUVEAU RÉGIMENT DE DREYFUS	[101, 679, 281, 691]
dateline: Cologne, 5 janvier.	[378, 908, 464, 919]
lottery-line: 1,435,096 1,450,134 571,128 1,054,794	[1234, 1073, 1407, 1082]
lottery-line: 1,173,443 1,096,493 1,251,181 1,383,046	[1234, 1109, 1416, 1118]
headline-millerand: M. Millerand exclu du Parti Socialiste	[562, 847, 740, 878]
headline-poudriere: UNE POUDRIÈRE ATTAQUÉE	[542, 301, 760, 324]
column-1	[82, 112, 300, 1962]
headline-greve: La Grève des Tisseurs	[1252, 232, 1436, 251]
headline-mouvement-ouvrier: LE MOUVEMENT OUVRIER	[1271, 177, 1417, 217]
subheading: BRUIT DE DÉPART D'UNE DIVISION FRANÇAISE	[339, 752, 502, 774]
divider	[1032, 840, 1190, 841]
dateline: Berlin, 5 janvier.	[1073, 721, 1149, 732]
lottery-line: Le numéro 505,368 gagne 100,000 fr.	[1234, 1205, 1385, 1214]
dateline: Lorient, 5 janvier.	[610, 349, 692, 360]
article-text: On nous assure qu'après les Saint-Cyriens du 1er janvier, le général André, ministre de la guerre, a reçu cette épître d'outre-tombe : « Général, » Vous n'êtes pas des miens et ce n'est pas sans quelque surprise que j'ai décidé votre willmotte peu guerrière au milieu de mes amis. » J'ai cru tout de bon que vous veniez vous humilier devant mes ombres, faire amende honorable, chercher dans ces pages ce que j'ai vécu un enseignement ou une inspiration. » J'ai bientôt compris que vous méditiez de grossir votre renommée sur la mienne et d'abriter vos exploits derrière mon souvenir.	[542, 563, 760, 697]
